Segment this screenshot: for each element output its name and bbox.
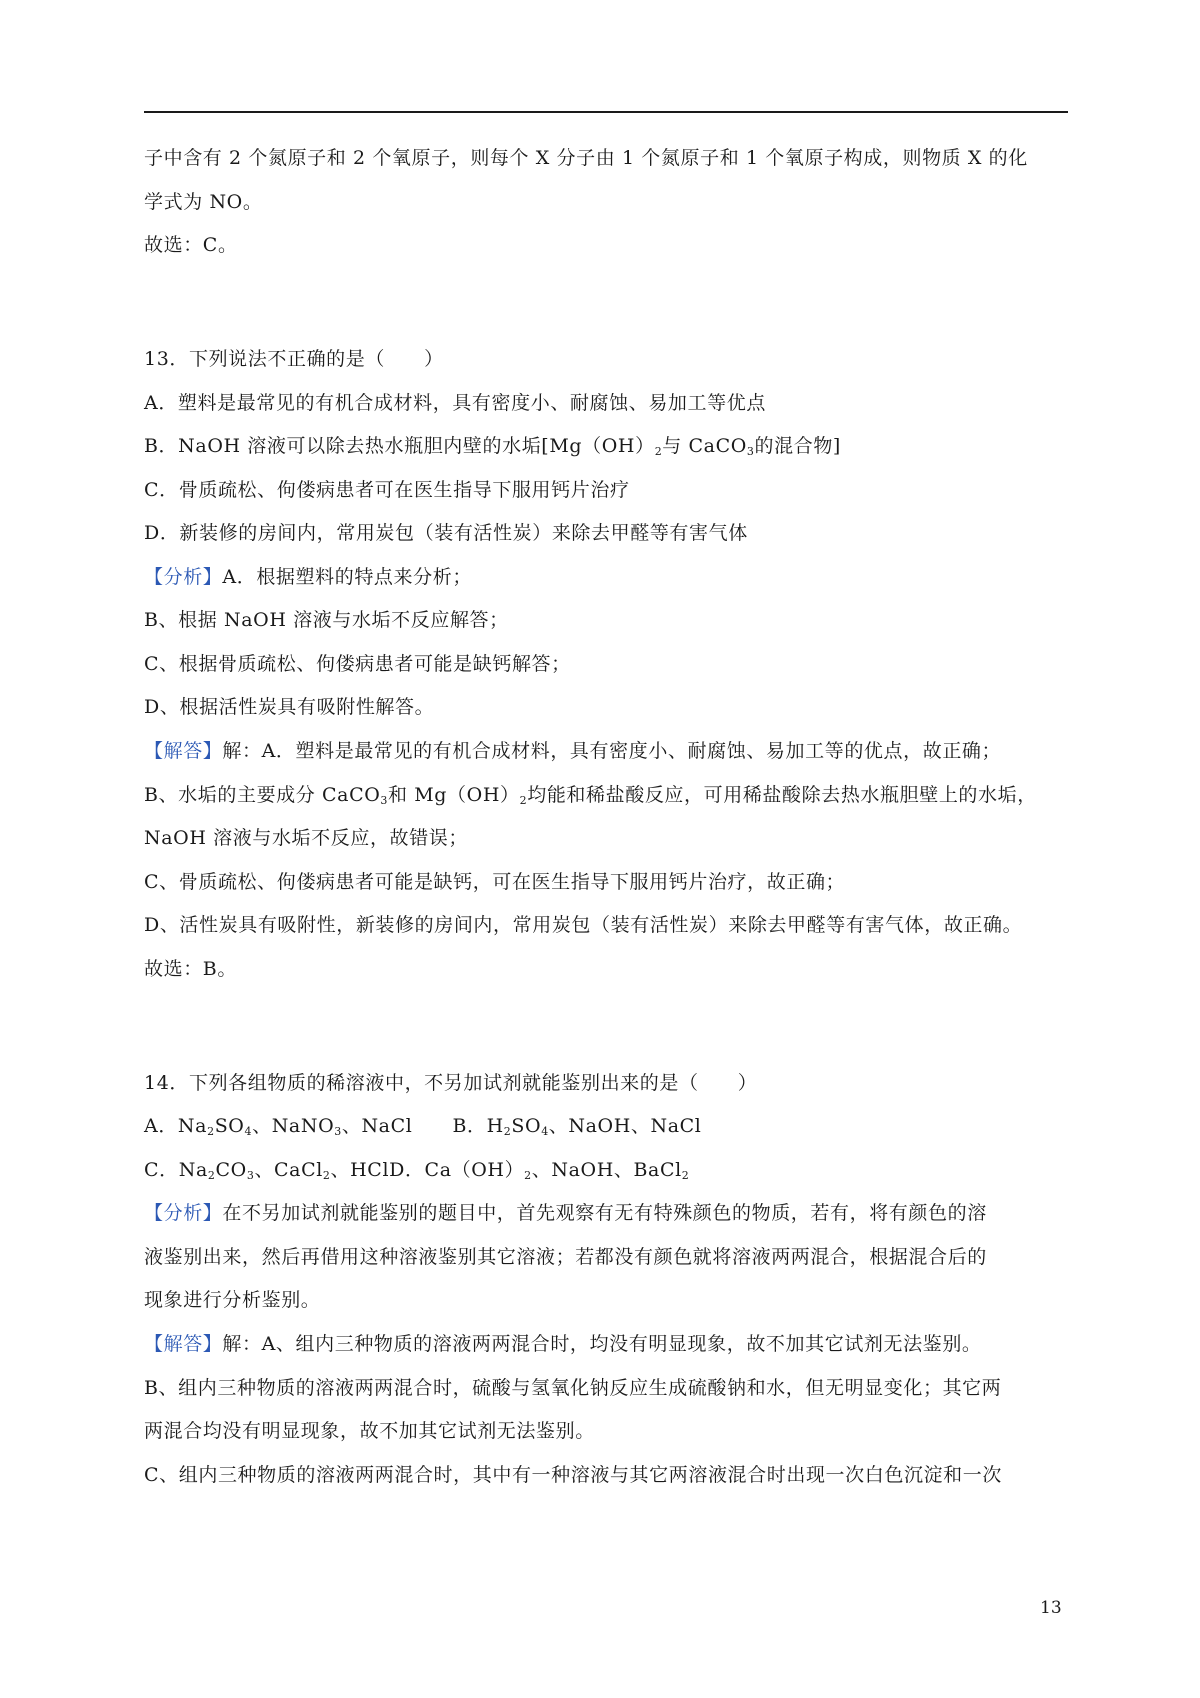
q13-stem: 13．下列说法不正确的是（ ） bbox=[144, 348, 444, 370]
answer-tag: 【解答】 bbox=[144, 1333, 223, 1355]
q13-answer-line-c: C、骨质疏松、佝偻病患者可能是缺钙，可在医生指导下服用钙片治疗，故正确； bbox=[144, 871, 846, 893]
q13-analysis-line-d: D、根据活性炭具有吸附性解答。 bbox=[144, 696, 435, 718]
q12-explanation-line-2: 学式为 NO。 bbox=[144, 191, 263, 213]
q13-answer-line-d: D、活性炭具有吸附性，新装修的房间内，常用炭包（装有活性炭）来除去甲醛等有害气体，故正确。 bbox=[144, 914, 1023, 936]
q12-explanation-line-1: 子中含有 2 个氮原子和 2 个氧原子，则每个 X 分子由 1 个氮原子和 1 个氧原子构成，则物质 X 的化 bbox=[144, 147, 1028, 169]
q14-answer-line-4: C、组内三种物质的溶液两两混合时，其中有一种溶液与其它两溶液混合时出现一次白色沉淀和一次 bbox=[144, 1464, 1002, 1486]
q13-choice: 故选：B。 bbox=[144, 958, 237, 980]
q14-analysis-line-1: 【分析】在不另加试剂就能鉴别的题目中，首先观察有无有特殊颜色的物质，若有，将有颜色的溶 bbox=[144, 1202, 987, 1224]
q14-options-ab: A．$Na_2SO_4$、NaNO$_3$、NaCl B．$H_2SO_4$、NaOH、NaCl bbox=[144, 1115, 702, 1138]
q14-analysis-line-2: 液鉴别出来，然后再借用这种溶液鉴别其它溶液；若都没有颜色就将溶液两两混合，根据混合后的 bbox=[144, 1246, 987, 1268]
page-number: 13 bbox=[1040, 1598, 1062, 1618]
analysis-tag: 【分析】 bbox=[144, 1202, 223, 1224]
q14-answer-line-3: 两混合均没有明显现象，故不加其它试剂无法鉴别。 bbox=[144, 1420, 595, 1442]
analysis-tag: 【分析】 bbox=[144, 566, 223, 588]
q14-answer-line-1: 【解答】解：A、组内三种物质的溶液两两混合时，均没有明显现象，故不加其它试剂无法鉴别。 bbox=[144, 1333, 982, 1355]
q13-analysis-line-b: B、根据 NaOH 溶液与水垢不反应解答； bbox=[144, 609, 509, 631]
q14-answer-line-2: B、组内三种物质的溶液两两混合时，硫酸与氢氧化钠反应生成硫酸钠和水，但无明显变化；其它两 bbox=[144, 1377, 1002, 1399]
q13-option-b: B．NaOH 溶液可以除去热水瓶胆内壁的水垢[$Mg(OH)_2$与 CaCO$_3$的混合物] bbox=[144, 435, 841, 458]
q13-option-c: C．骨质疏松、佝偻病患者可在医生指导下服用钙片治疗 bbox=[144, 479, 630, 501]
q13-analysis-line-c: C、根据骨质疏松、佝偻病患者可能是缺钙解答； bbox=[144, 653, 571, 675]
q14-options-cd: C．$Na_2CO_3$、CaCl$_2$、HClD．$Ca(OH)_2$、NaOH、BaCl$_2$ bbox=[144, 1159, 690, 1182]
header-rule bbox=[144, 111, 1068, 113]
q13-answer-line-a: 【解答】解：A．塑料是最常见的有机合成材料，具有密度小、耐腐蚀、易加工等的优点，故正确； bbox=[144, 740, 1002, 762]
q14-stem: 14．下列各组物质的稀溶液中，不另加试剂就能鉴别出来的是（ ） bbox=[144, 1072, 758, 1094]
q13-analysis-line-a: 【分析】A．根据塑料的特点来分析； bbox=[144, 566, 472, 588]
q13-option-d: D．新装修的房间内，常用炭包（装有活性炭）来除去甲醛等有害气体 bbox=[144, 522, 748, 544]
answer-tag: 【解答】 bbox=[144, 740, 223, 762]
q13-answer-line-b1: B、水垢的主要成分 CaCO$_3$和 $Mg(OH)_2$均能和稀盐酸反应，可用稀盐酸除去热水瓶胆壁上的水垢， bbox=[144, 784, 1037, 807]
q12-choice: 故选：C。 bbox=[144, 234, 238, 256]
q13-answer-line-b2: NaOH 溶液与水垢不反应，故错误； bbox=[144, 827, 468, 849]
q14-analysis-line-3: 现象进行分析鉴别。 bbox=[144, 1289, 321, 1311]
q13-option-a: A．塑料是最常见的有机合成材料，具有密度小、耐腐蚀、易加工等优点 bbox=[144, 392, 766, 414]
